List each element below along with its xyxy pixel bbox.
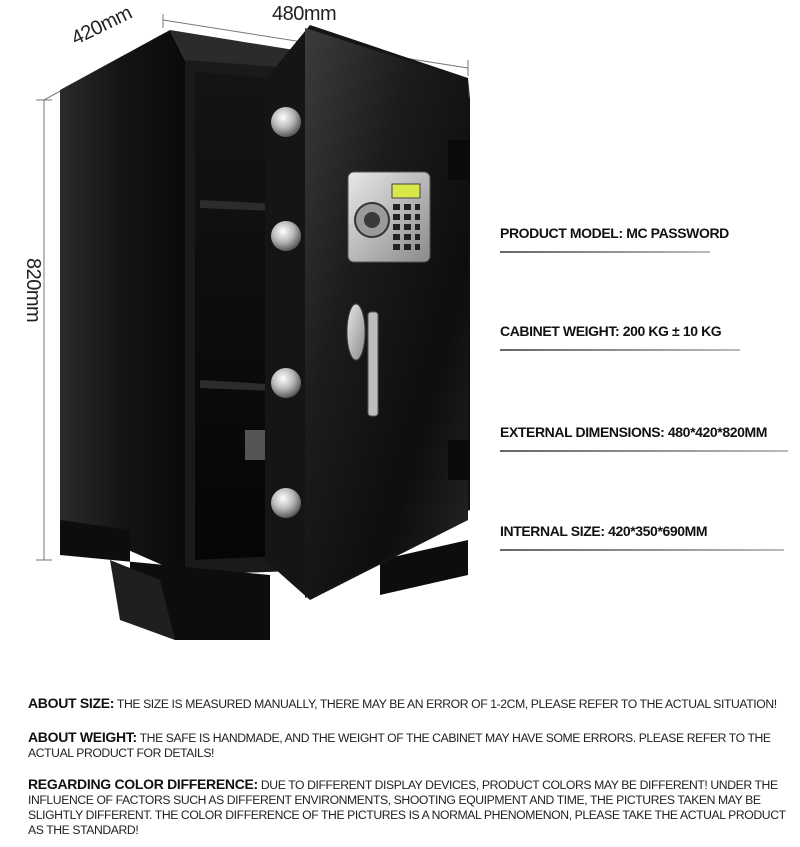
- height-dimension-label: 820mm: [22, 258, 44, 323]
- spec-text: INTERNAL SIZE: 420*350*690MM: [500, 523, 708, 539]
- spec-internal-size: [500, 523, 800, 551]
- spec-text: PRODUCT MODEL: MC PASSWORD: [500, 225, 729, 241]
- note-text: THE SIZE IS MEASURED MANUALLY, THERE MAY BE AN ERROR OF 1-2CM, PLEASE REFER TO THE ACTUAL SITUATION!: [114, 697, 777, 711]
- width-dimension-label: 480mm: [272, 3, 337, 25]
- spec-underline: [500, 450, 788, 452]
- spec-underline: [500, 349, 740, 351]
- note-text: THE SAFE IS HANDMADE, AND THE WEIGHT OF THE CABINET MAY HAVE SOME ERRORS. PLEASE REFER TO THE ACTUAL PRODUCT FOR DETAILS!: [28, 731, 771, 760]
- spec-text: EXTERNAL DIMENSIONS: 480*420*820MM: [500, 424, 768, 440]
- note-about-weight: [28, 730, 788, 761]
- spec-product-model: [500, 225, 800, 253]
- note-color-difference: [28, 777, 788, 838]
- note-label: ABOUT WEIGHT:: [28, 729, 137, 745]
- note-label: ABOUT SIZE:: [28, 695, 115, 711]
- note-label: REGARDING COLOR DIFFERENCE:: [28, 776, 258, 792]
- spec-text: CABINET WEIGHT: 200 KG ± 10 KG: [500, 323, 722, 339]
- spec-external-dimensions: [500, 424, 800, 452]
- spec-underline: [500, 251, 710, 253]
- spec-underline: [500, 549, 784, 551]
- note-about-size: [28, 696, 788, 712]
- spec-cabinet-weight: [500, 323, 800, 351]
- keypad-panel: [348, 172, 430, 262]
- depth-dimension-label: 420mm: [68, 1, 136, 50]
- note-text: DUE TO DIFFERENT DISPLAY DEVICES, PRODUCT COLORS MAY BE DIFFERENT! UNDER THE INFLUENCE OF FACTORS SUCH AS DIFFERENT ENVIRONMENTS, SHOOTING EQUIPMENT AND TIME, THE PICTURES TAKEN MAY BE SLIGHTLY DIFFERENT. THE COLOR DIFFERENCE OF THE PICTURES IS A NORMAL PHENOMENON, PLEASE TAKE THE ACTUAL PRODUCT AS THE STANDARD!: [28, 778, 786, 837]
